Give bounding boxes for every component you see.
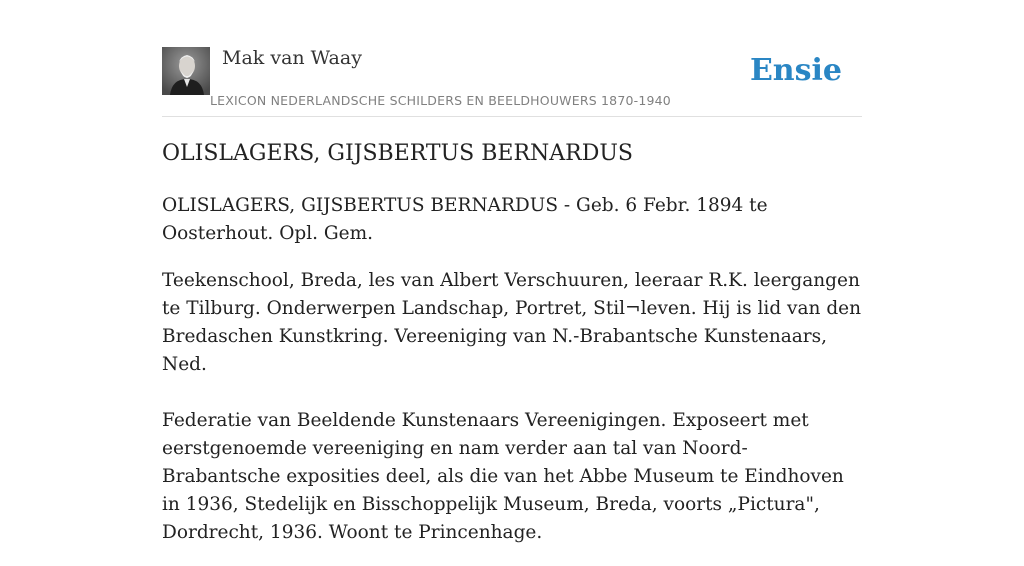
header xyxy=(162,46,862,117)
page-title: OLISLAGERS, GIJSBERTUS BERNARDUS xyxy=(162,141,633,166)
source-title[interactable]: LEXICON NEDERLANDSCHE SCHILDERS EN BEELDHOUWERS 1870-1940 xyxy=(210,93,671,108)
paragraph: Federatie van Beeldende Kunstenaars Vereenigingen. Exposeert met eerstgenoemde vereeniging en nam verder aan tal van Noord-Brabantsche exposities deel, als die van het Abbe Museum te Eindhoven in 1936, Stedelijk en Bisschoppelijk Museum, Breda, voorts „Pictura", Dordrecht, 1936. Woont te Princenhage. xyxy=(162,410,844,543)
paragraph: OLISLAGERS, GIJSBERTUS BERNARDUS - Geb. 6 Febr. 1894 te Oosterhout. Opl. Gem. xyxy=(162,195,768,244)
brand-logo[interactable]: Ensie xyxy=(749,53,842,88)
paragraph: Teekenschool, Breda, les van Albert Verschuuren, leeraar R.K. leergangen te Tilburg. Onderwerpen Landschap, Portret, Stil¬leven. Hij is lid van den Bredaschen Kunstkring. Vereeniging van N.-Brabantsche Kunstenaars, Ned. xyxy=(162,270,862,375)
article-body xyxy=(162,192,862,566)
avatar[interactable] xyxy=(162,47,210,95)
author-name[interactable]: Mak van Waay xyxy=(222,47,362,69)
author-portrait-icon xyxy=(162,47,210,95)
